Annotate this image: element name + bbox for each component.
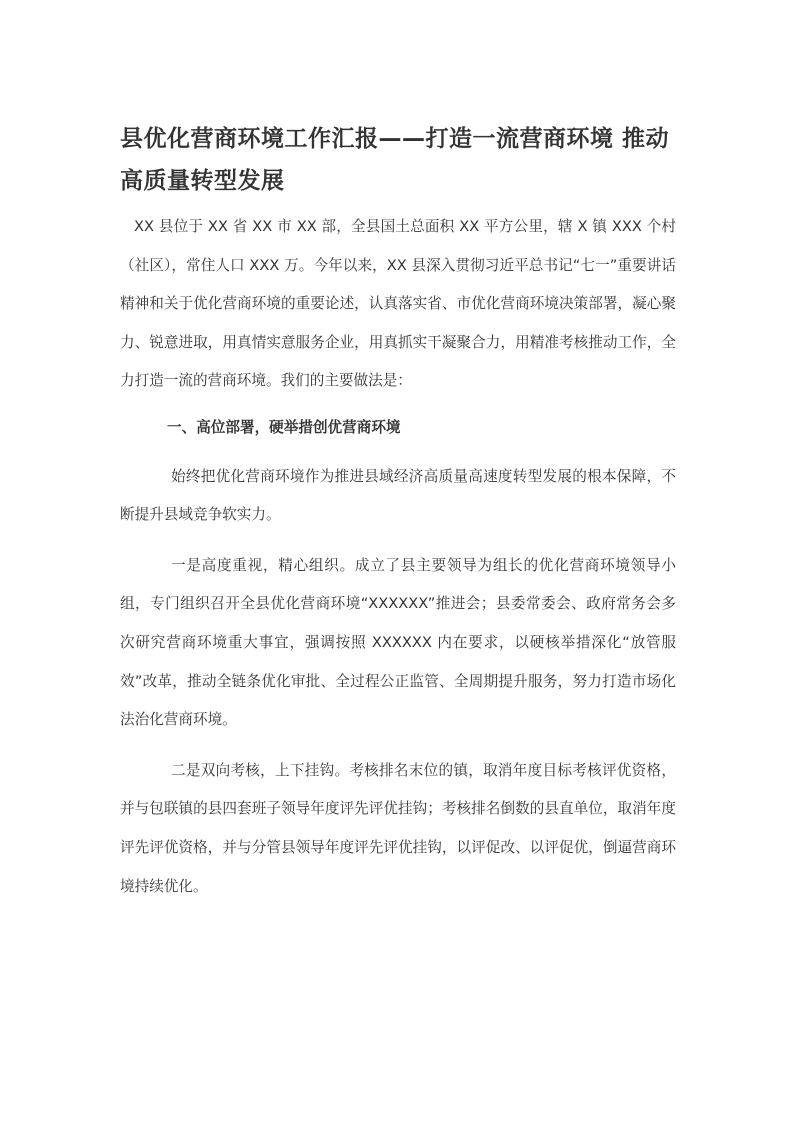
intro-paragraph: XX 县位于 XX 省 XX 市 XX 部，全县国土总面积 XX 平方公里，辖 X 镇 XXX 个村（社区），常住人口 XXX 万。今年以来，XX 县深入贯彻习近平总书记“七一”重要讲话精神和关于优化营商环境的重要论述，认真落实省、市优化营商环境决策部署，凝心聚力、锐意进取，用真情实意服务企业，用真抓实干凝聚合力，用精准考核推动工作，全力打造一流的营商环境。我们的主要做法是： — [120, 218, 676, 390]
document-title: 县优化营商环境工作汇报——打造一流营商环境 推动高质量转型发展 — [120, 126, 670, 194]
point-one-paragraph: 一是高度重视，精心组织。成立了县主要领导为组长的优化营商环境领导小组，专门组织召开全县优化营商环境“XXXXXX”推进会；县委常委会、政府常务会多次研究营商环境重大事宜，强调按照 XXXXXX 内在要求，以硬核举措深化“放管服效”改革，推动全链条优化审批、全过程公正监管、全周期提升服务，努力打造市场化法治化营商环境。 — [120, 556, 676, 729]
section-lead-paragraph: 始终把优化营商环境作为推进县域经济高质量高速度转型发展的根本保障，不断提升县域竞争软实力。 — [120, 467, 676, 524]
document-page — [120, 118, 676, 906]
point-two-paragraph: 二是双向考核，上下挂钩。考核排名末位的镇，取消年度目标考核评优资格，并与包联镇的县四套班子领导年度评先评优挂钩；考核排名倒数的县直单位，取消年度评先评优资格，并与分管县领导年度评先评优挂钩，以评促改、以评促优，倒逼营商环境持续优化。 — [120, 761, 676, 895]
section-heading: 一、高位部署，硬举措创优营商环境 — [167, 418, 401, 436]
